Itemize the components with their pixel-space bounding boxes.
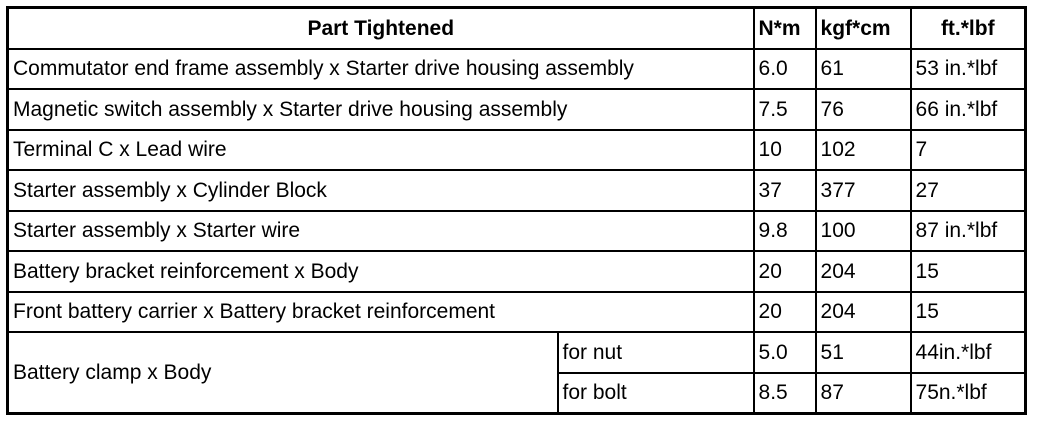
part-cell: Starter assembly x Cylinder Block — [8, 170, 754, 211]
nm-cell: 37 — [754, 170, 816, 211]
ftlbf-cell: 7 — [911, 130, 1026, 171]
ftlbf-cell: 44in.*lbf — [911, 332, 1026, 373]
table-row — [8, 89, 1026, 130]
table-row — [8, 170, 1026, 211]
kgfcm-cell: 51 — [816, 332, 911, 373]
header-row — [8, 8, 1026, 49]
kgfcm-cell: 204 — [816, 251, 911, 292]
table-row — [8, 332, 1026, 373]
nm-cell: 20 — [754, 251, 816, 292]
nm-cell: 5.0 — [754, 332, 816, 373]
nm-cell: 10 — [754, 130, 816, 171]
ftlbf-cell: 15 — [911, 292, 1026, 333]
table-row — [8, 130, 1026, 171]
header-ftlbf: ft.*lbf — [911, 8, 1026, 49]
kgfcm-cell: 76 — [816, 89, 911, 130]
part-cell: Magnetic switch assembly x Starter drive housing assembly — [8, 89, 754, 130]
kgfcm-cell: 377 — [816, 170, 911, 211]
table-row — [8, 292, 1026, 333]
sub-label-cell: for bolt — [558, 373, 754, 414]
kgfcm-cell: 61 — [816, 49, 911, 90]
ftlbf-cell: 15 — [911, 251, 1026, 292]
part-cell: Front battery carrier x Battery bracket reinforcement — [8, 292, 754, 333]
header-nm: N*m — [754, 8, 816, 49]
part-cell-battery-clamp: Battery clamp x Body — [8, 332, 558, 414]
ftlbf-cell: 66 in.*lbf — [911, 89, 1026, 130]
torque-spec-table — [6, 6, 1027, 415]
nm-cell: 9.8 — [754, 211, 816, 252]
header-part-tightened: Part Tightened — [8, 8, 754, 49]
kgfcm-cell: 102 — [816, 130, 911, 171]
sub-label-cell: for nut — [558, 332, 754, 373]
nm-cell: 8.5 — [754, 373, 816, 414]
part-cell: Battery bracket reinforcement x Body — [8, 251, 754, 292]
part-cell: Commutator end frame assembly x Starter drive housing assembly — [8, 49, 754, 90]
table-row — [8, 251, 1026, 292]
kgfcm-cell: 100 — [816, 211, 911, 252]
header-kgfcm: kgf*cm — [816, 8, 911, 49]
table-row — [8, 211, 1026, 252]
part-cell: Terminal C x Lead wire — [8, 130, 754, 171]
kgfcm-cell: 204 — [816, 292, 911, 333]
ftlbf-cell: 27 — [911, 170, 1026, 211]
table-row — [8, 49, 1026, 90]
ftlbf-cell: 53 in.*lbf — [911, 49, 1026, 90]
ftlbf-cell: 87 in.*lbf — [911, 211, 1026, 252]
kgfcm-cell: 87 — [816, 373, 911, 414]
part-cell: Starter assembly x Starter wire — [8, 211, 754, 252]
nm-cell: 20 — [754, 292, 816, 333]
nm-cell: 6.0 — [754, 49, 816, 90]
ftlbf-cell: 75n.*lbf — [911, 373, 1026, 414]
nm-cell: 7.5 — [754, 89, 816, 130]
